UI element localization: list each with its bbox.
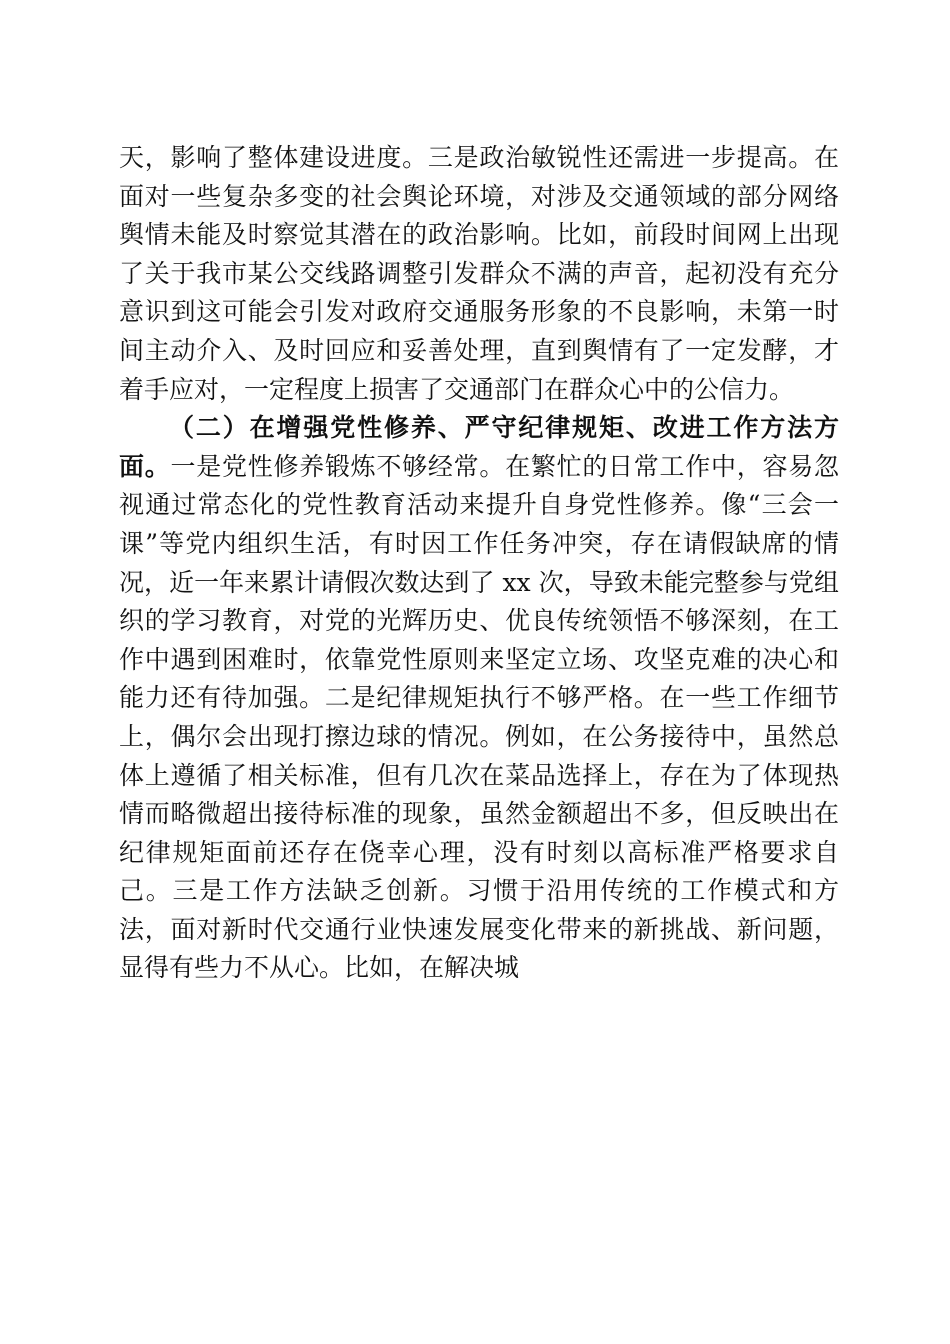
- section-heading: （二）在增强党性修养、严守纪律规矩、改进工作方法方面。: [119, 413, 839, 481]
- paragraph-1: 天，影响了整体建设进度。三是政治敏锐性还需进一步提高。在面对一些复杂多变的社会舆论环境，对涉及交通领域的部分网络舆情未能及时察觉其潜在的政治影响。比如，前段时间网上出现了关于我市某公交线路调整引发群众不满的声音，起初没有充分意识到这可能会引发对政府交通服务形象的不良影响，未第一时间主动介入、及时回应和妥善处理，直到舆情有了一定发酵，才着手应对，一定程度上损害了交通部门在群众心中的公信力。: [119, 143, 839, 404]
- paragraph-2-body: 一是党性修养锻炼不够经常。在繁忙的日常工作中，容易忽视通过常态化的党性教育活动来提升自身党性修养。像“三会一课”等党内组织生活，有时因工作任务冲突，存在请假缺席的情况，近一年来累计请假次数达到了 xx 次，导致未能完整参与党组织的学习教育，对党的光辉历史、优良传统领悟不够深刻，在工作中遇到困难时，依靠党性原则来坚定立场、攻坚克难的决心和能力还有待加强。二是纪律规矩执行不够严格。在一些工作细节上，偶尔会出现打擦边球的情况。例如，在公务接待中，虽然总体上遵循了相关标准，但有几次在菜品选择上，存在为了体现热情而略微超出接待标准的现象，虽然金额超出不多，但反映出在纪律规矩面前还存在侥幸心理，没有时刻以高标准严格要求自己。三是工作方法缺乏创新。习惯于沿用传统的工作模式和方法，面对新时代交通行业快速发展变化带来的新挑战、新问题，显得有些力不从心。比如，在解决城: [119, 451, 839, 983]
- document-body: [119, 139, 839, 988]
- paragraph-2: [119, 409, 839, 988]
